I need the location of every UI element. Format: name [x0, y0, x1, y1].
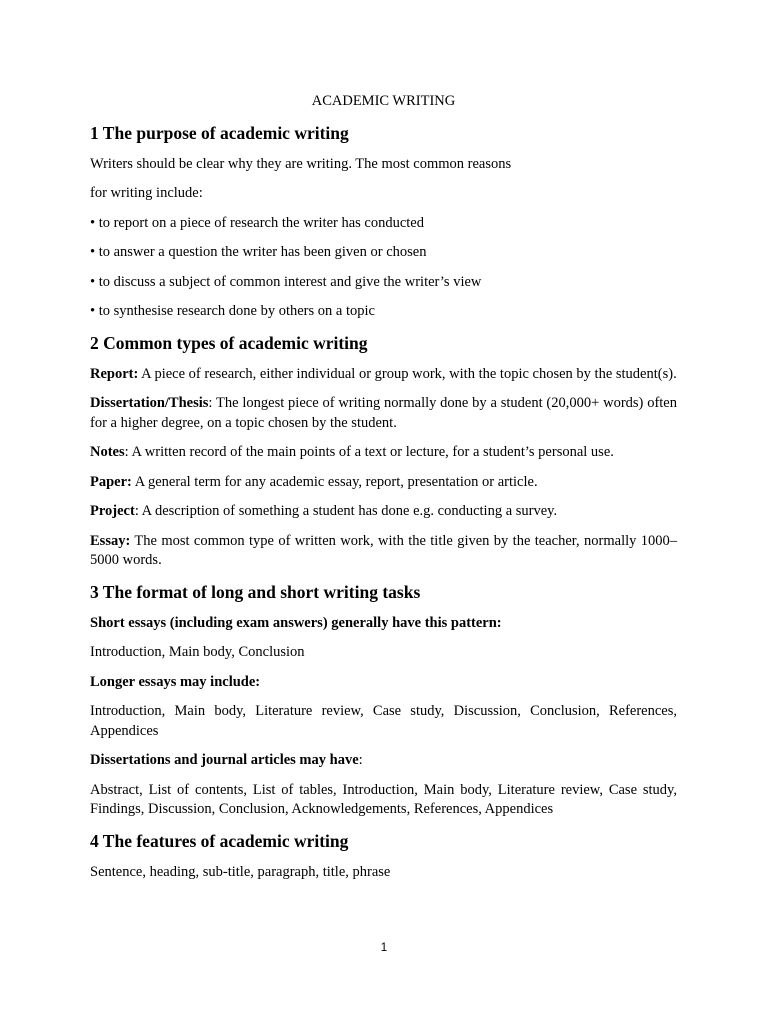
short-essays-label-text: Short essays (including exam answers) generally have this pattern:: [90, 614, 502, 631]
term-definition: : A written record of the main points of a text or lecture, for a student’s personal use.: [124, 444, 614, 460]
short-essays-label: [90, 614, 677, 634]
writing-type-paper: [90, 473, 677, 493]
term-definition: : The longest piece of writing normally done by a student (20,000+ words) often for a higher degree, on a topic chosen by the student.: [90, 395, 677, 431]
term-definition: A piece of research, either individual or group work, with the topic chosen by the student(s).: [138, 365, 677, 382]
longer-essays-pattern: Introduction, Main body, Literature review, Case study, Discussion, Conclusion, References, Appendices: [90, 703, 677, 739]
term-definition: : A description of something a student has done e.g. conducting a survey.: [134, 503, 558, 519]
term-definition: The most common type of written work, with the title given by the teacher, normally 1000–5000 words.: [90, 532, 677, 568]
longer-essays-label-text: Longer essays may include:: [90, 673, 261, 690]
writing-type-dissertation: [90, 394, 677, 433]
section-4-heading: 4 The features of academic writing: [90, 830, 349, 851]
longer-essays-label: [90, 673, 677, 693]
dissertations-pattern: Abstract, List of contents, List of tables, Introduction, Main body, Literature review, Case study, Findings, Discussion, Conclusion, Acknowledgements, References, Appendices: [90, 781, 677, 817]
term-label: Project: [90, 503, 135, 519]
term-definition: A general term for any academic essay, report, presentation or article.: [131, 473, 538, 490]
bullet-item: • to discuss a subject of common interest and give the writer’s view: [90, 273, 482, 290]
term-label: Report:: [90, 365, 139, 382]
page-number: 1: [380, 942, 388, 954]
section-2-heading: 2 Common types of academic writing: [90, 332, 368, 353]
short-essays-pattern: Introduction, Main body, Conclusion: [90, 644, 305, 660]
section-3-heading: 3 The format of long and short writing tasks: [90, 581, 421, 602]
dissertations-label-colon: :: [358, 752, 363, 768]
term-label: Notes: [90, 444, 125, 460]
document-title: ACADEMIC WRITING: [311, 93, 456, 109]
document-page: [90, 92, 677, 892]
section-1-heading: 1 The purpose of academic writing: [90, 122, 349, 143]
section-4-text: Sentence, heading, sub-title, paragraph, title, phrase: [90, 863, 391, 880]
term-label: Dissertation/Thesis: [90, 395, 209, 411]
writing-type-essay: [90, 532, 677, 571]
bullet-item: • to answer a question the writer has been given or chosen: [90, 244, 427, 260]
term-label: Paper:: [90, 473, 132, 490]
dissertations-label: [90, 751, 677, 771]
writing-type-notes: [90, 443, 677, 463]
writing-type-report: [90, 365, 677, 385]
bullet-item: • to synthesise research done by others on a topic: [90, 303, 375, 319]
term-label: Essay:: [90, 532, 131, 549]
writing-type-project: [90, 502, 677, 522]
section-1-intro-line-2: for writing include:: [90, 185, 203, 201]
bullet-item: • to report on a piece of research the writer has conducted: [90, 214, 424, 231]
section-1-intro-line-1: Writers should be clear why they are writing. The most common reasons: [90, 155, 512, 172]
dissertations-label-text: Dissertations and journal articles may have: [90, 752, 359, 768]
